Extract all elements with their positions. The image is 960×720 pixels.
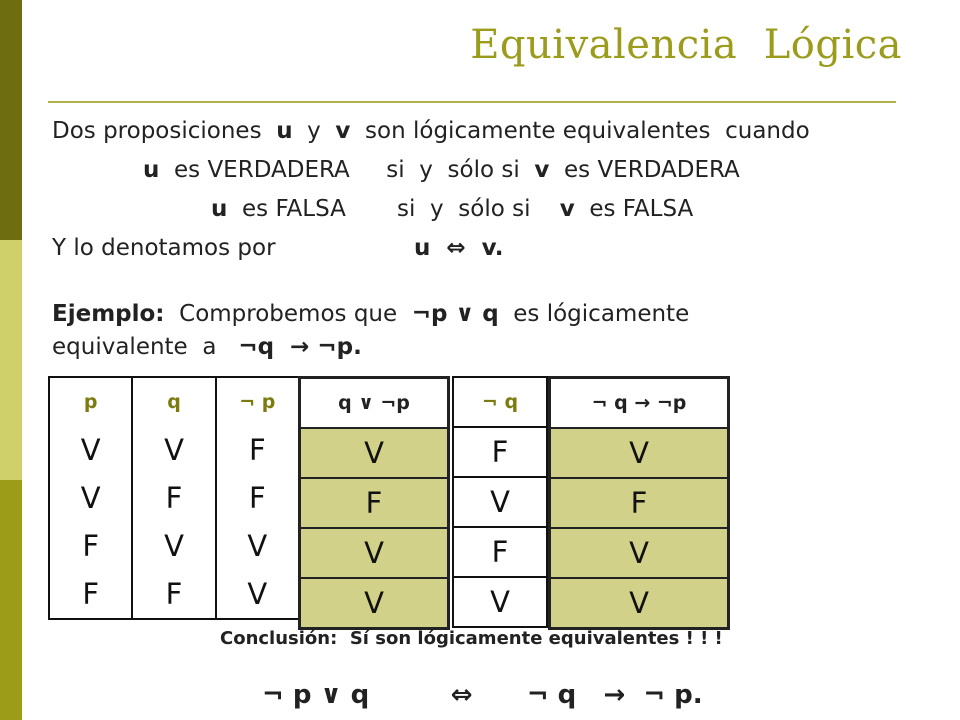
table-header-row xyxy=(550,378,729,429)
table-cell: F xyxy=(132,474,215,522)
table-cell: V xyxy=(216,522,299,570)
table-cell: V xyxy=(132,426,215,474)
column-header: ¬ p xyxy=(216,377,299,426)
intro-text: es FALSA xyxy=(574,196,694,222)
example-label: Ejemplo: xyxy=(52,301,165,327)
table-row xyxy=(453,577,547,627)
intro-text: es VERDADERA xyxy=(549,157,740,183)
intro-line-2 xyxy=(143,159,740,182)
table-header-row xyxy=(453,377,547,427)
table-cell: V xyxy=(132,522,215,570)
example-text: es lógicamente xyxy=(498,301,690,327)
table-row xyxy=(300,528,449,578)
table-cell: V xyxy=(550,528,729,578)
truth-table-not-q-implies-not-p xyxy=(548,376,730,630)
intro-line-4: Y lo denotamos por xyxy=(52,235,276,261)
slide-title: Equivalencia Lógica xyxy=(470,22,902,68)
table-row xyxy=(49,474,299,522)
table-header-row xyxy=(49,377,299,426)
table-row xyxy=(300,478,449,528)
column-header: q ∨ ¬p xyxy=(300,378,449,429)
table-cell: V xyxy=(80,481,101,515)
table-cell: V xyxy=(550,428,729,478)
sidebar-stripe-middle xyxy=(0,240,22,480)
table-cell: F xyxy=(453,527,547,577)
example-line-1 xyxy=(52,303,689,326)
var-v: v xyxy=(335,118,351,144)
table-cell: F xyxy=(216,426,299,474)
intro-text: Dos proposiciones xyxy=(52,118,277,144)
intro-text: son lógicamente equivalentes cuando xyxy=(350,118,810,144)
table-cell: F xyxy=(132,570,215,619)
table-cell: F xyxy=(550,478,729,528)
table-cell: F xyxy=(82,577,99,611)
table-row xyxy=(453,477,547,527)
intro-line-3 xyxy=(211,198,693,221)
equivalence-notation: u ⇔ v. xyxy=(414,235,504,261)
truth-table-base xyxy=(48,376,300,620)
sidebar-stripe-bottom xyxy=(0,480,22,720)
column-header: ¬ q xyxy=(481,391,519,413)
conclusion-text: Conclusión: Sí son lógicamente equivalentes ! ! ! xyxy=(220,628,723,649)
intro-text: y xyxy=(292,118,336,144)
table-row xyxy=(550,428,729,478)
var-u: u xyxy=(211,196,228,222)
column-header: ¬ q → ¬p xyxy=(550,378,729,429)
column-header: q xyxy=(132,377,215,426)
table-cell: V xyxy=(550,578,729,629)
truth-table-not-q xyxy=(452,376,548,628)
table-row xyxy=(550,478,729,528)
table-cell: V xyxy=(453,577,547,627)
table-cell: F xyxy=(300,478,449,528)
table-row xyxy=(550,578,729,629)
example-line-2 xyxy=(52,336,362,359)
intro-line-1 xyxy=(52,120,810,143)
table-row xyxy=(49,570,299,619)
table-cell: F xyxy=(216,474,299,522)
table-row xyxy=(300,578,449,629)
table-row xyxy=(453,427,547,477)
table-header-row xyxy=(300,378,449,429)
title-rule xyxy=(48,101,896,103)
intro-text: es VERDADERA si y sólo si xyxy=(159,157,535,183)
table-cell: V xyxy=(216,570,299,619)
table-row xyxy=(550,528,729,578)
example-text: Comprobemos que xyxy=(164,301,412,327)
example-expression-2: ¬q → ¬p. xyxy=(238,334,362,360)
table-row xyxy=(49,426,299,474)
table-cell: F xyxy=(82,529,99,563)
var-v: v xyxy=(534,157,550,183)
table-row xyxy=(49,522,299,570)
table-cell: V xyxy=(300,578,449,629)
table-cell: V xyxy=(453,477,547,527)
final-equivalence-formula: ¬ p ∨ q ⇔ ¬ q → ¬ p. xyxy=(262,680,703,710)
var-u: u xyxy=(143,157,160,183)
example-text: equivalente a xyxy=(52,334,239,360)
table-cell: V xyxy=(80,433,101,467)
example-expression-1: ¬p ∨ q xyxy=(411,301,499,327)
table-cell: V xyxy=(300,428,449,478)
var-u: u xyxy=(276,118,293,144)
table-row xyxy=(300,428,449,478)
var-v: v xyxy=(559,196,575,222)
truth-table-q-or-not-p xyxy=(298,376,450,630)
intro-text: es FALSA si y sólo si xyxy=(227,196,560,222)
table-row xyxy=(453,527,547,577)
table-cell: V xyxy=(300,528,449,578)
table-cell: F xyxy=(453,427,547,477)
column-header: p xyxy=(83,391,98,413)
